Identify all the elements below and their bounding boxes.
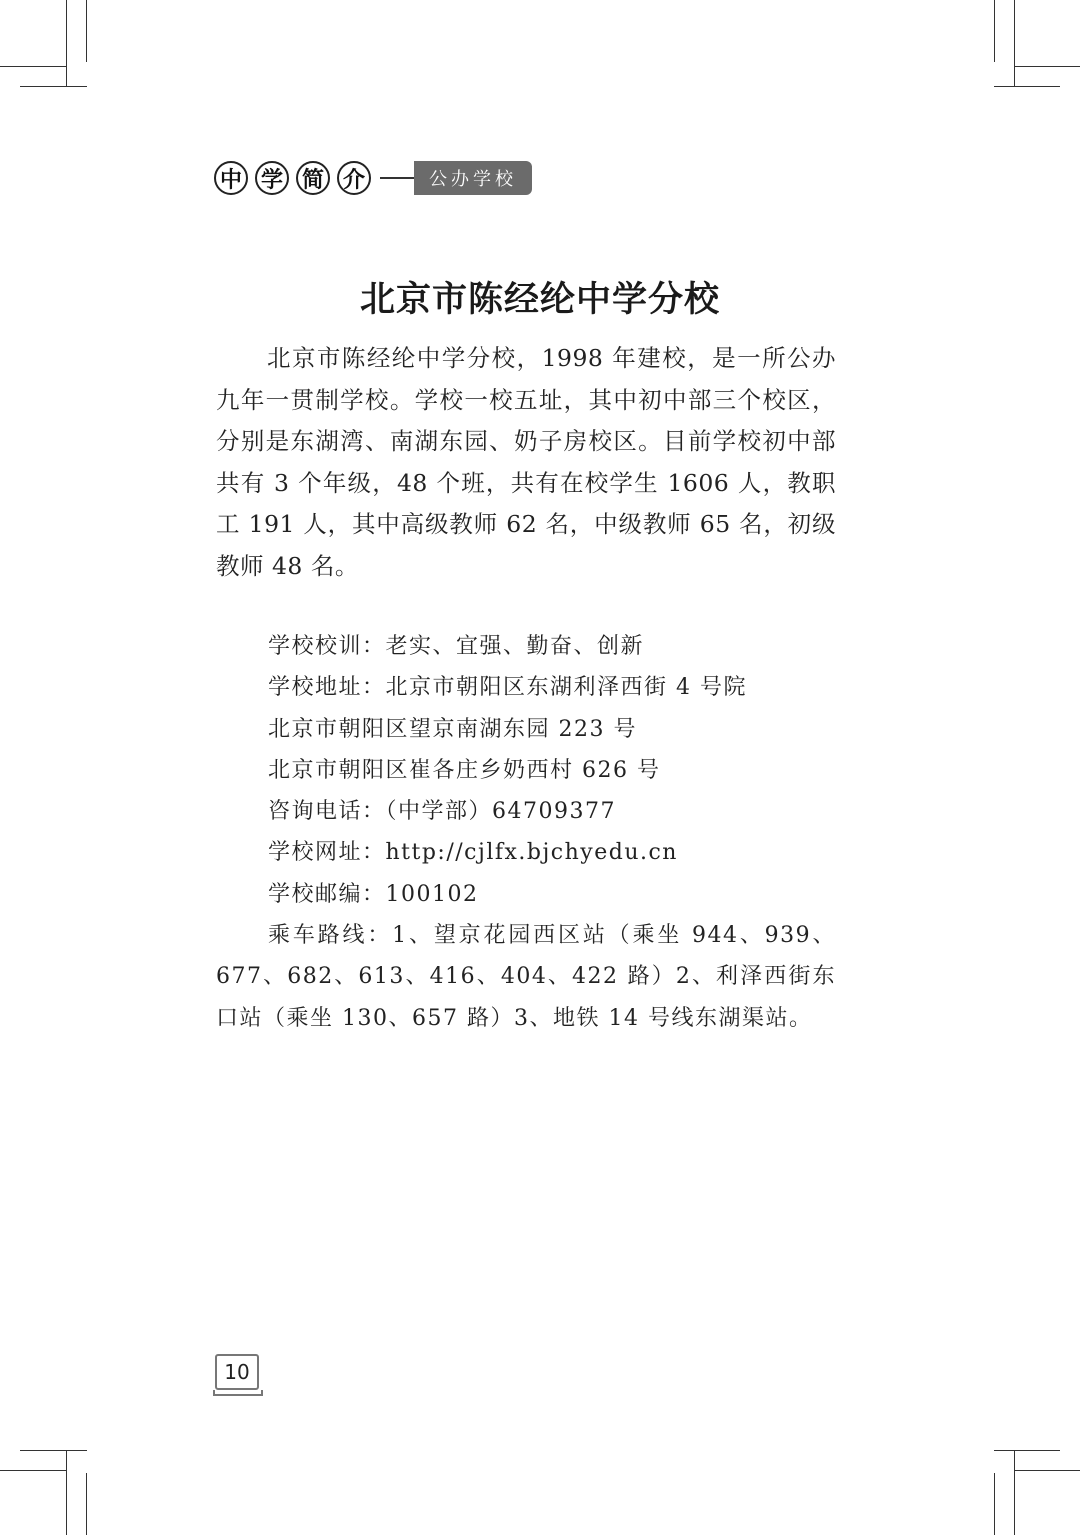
page-title: 北京市陈经纶中学分校: [359, 280, 720, 320]
header-divider: [380, 177, 414, 179]
address-line: 北京市朝阳区崔各庄乡奶西村 626 号: [268, 757, 661, 783]
crop-mark: [20, 86, 87, 87]
transit-line: 乘车路线：1、望京花园西区站（乘坐 944、939、677、682、613、416、404、422 路）2、利泽西街东口站（乘坐 130、657 路）3、地铁 14 号线东湖渠站。: [216, 923, 836, 1031]
crop-mark: [66, 0, 67, 86]
section-header: [214, 158, 532, 198]
motto-line: 学校校训：老实、宜强、勤奋、创新: [268, 634, 645, 659]
crop-mark: [1014, 66, 1080, 67]
book-base: [213, 1390, 263, 1396]
crop-mark: [994, 0, 995, 62]
address-line: 学校地址：北京市朝阳区东湖利泽西街 4 号院: [268, 675, 747, 701]
header-char: 中: [214, 161, 248, 195]
page-number: [213, 1354, 263, 1398]
header-char: 简: [296, 161, 330, 195]
phone-line: 咨询电话：（中学部）64709377: [268, 799, 616, 825]
crop-mark: [1014, 0, 1015, 86]
page-number-label: 10: [224, 1360, 250, 1384]
address-line: 北京市朝阳区望京南湖东园 223 号: [268, 716, 637, 742]
crop-mark: [20, 1450, 87, 1451]
school-info: [216, 626, 836, 1039]
header-char: 学: [255, 161, 289, 195]
intro-paragraph: 北京市陈经纶中学分校，1998 年建校，是一所公办九年一贯制学校。学校一校五址，其中初中部三个校区，分别是东湖湾、南湖东园、奶子房校区。目前学校初中部共有 3 个年级，48 个班，共有在校学生 1606 人，教职工 191 人，其中高级教师 62 名，中级教师 65 名，初级教师 48 名。: [216, 344, 836, 580]
crop-mark: [86, 1473, 87, 1535]
crop-mark: [0, 66, 67, 67]
crop-mark: [86, 0, 87, 62]
crop-mark: [994, 1450, 1060, 1451]
crop-mark: [994, 1473, 995, 1535]
crop-mark: [1014, 1470, 1080, 1471]
crop-mark: [1014, 1450, 1015, 1535]
website-line: 学校网址：http://cjlfx.bjchyedu.cn: [268, 840, 678, 866]
crop-mark: [66, 1450, 67, 1535]
header-char: 介: [337, 161, 371, 195]
category-tag: 公办学校: [414, 161, 532, 195]
book-icon: [215, 1354, 259, 1390]
crop-mark: [994, 86, 1060, 87]
crop-mark: [0, 1470, 67, 1471]
postcode-line: 学校邮编：100102: [268, 881, 479, 907]
